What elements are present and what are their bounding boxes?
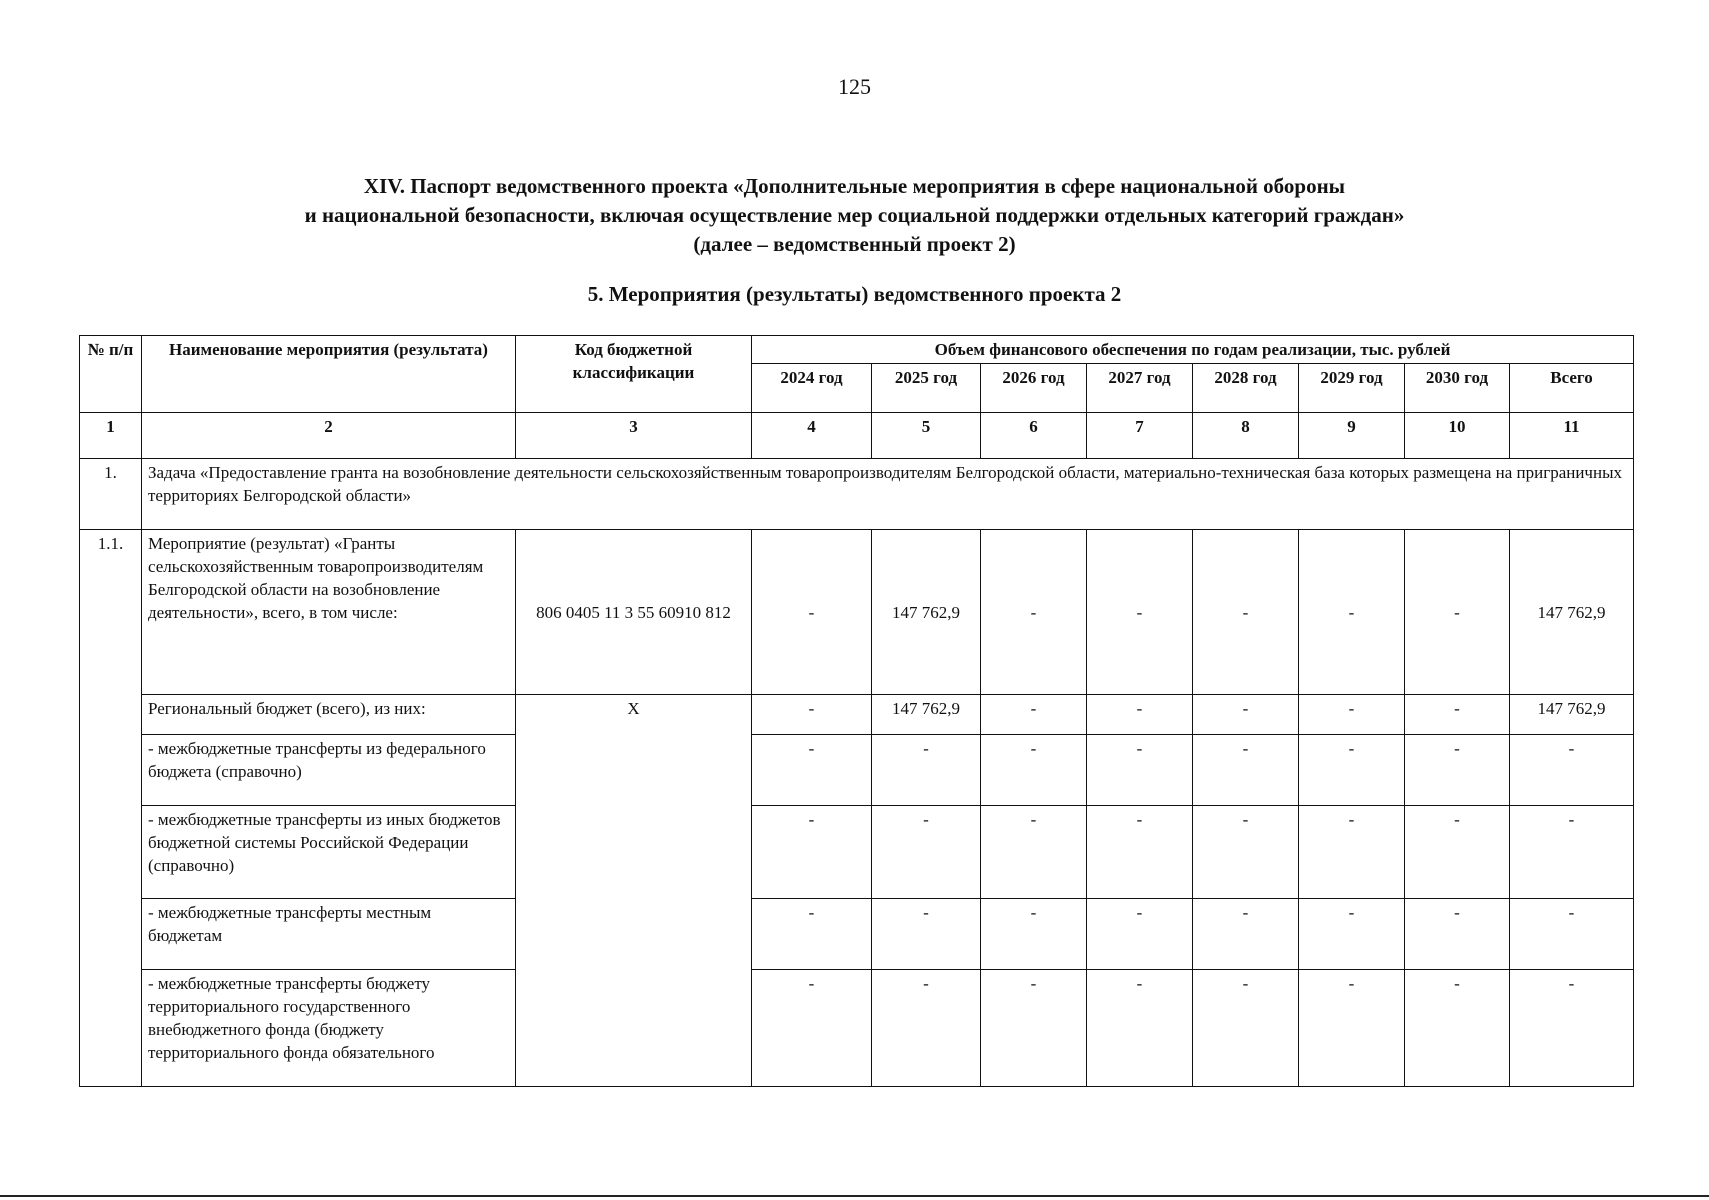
event-code: 806 0405 11 3 55 60910 812 [516,530,752,695]
table-row [80,970,1634,1087]
value-cell: - [1193,695,1299,735]
value-cell: - [1193,806,1299,899]
row-name: - межбюджетные трансферты из иных бюджетов бюджетной системы Российской Федерации (справочно) [142,806,516,899]
column-number: 8 [1193,413,1299,459]
header-name: Наименование мероприятия (результата) [142,336,516,413]
row-name: - межбюджетные трансферты из федерального бюджета (справочно) [142,735,516,806]
section-title: 5. Мероприятия (результаты) ведомственного проекта 2 [587,282,1122,306]
table-row [80,899,1634,970]
value-cell: - [1087,806,1193,899]
value-cell: - [981,806,1087,899]
header-year: 2027 год [1087,364,1193,413]
header-code: Код бюджетной классификации [516,336,752,413]
header-year: 2026 год [981,364,1087,413]
header-num: № п/п [80,336,142,413]
column-number-row [80,413,1634,459]
document-title [0,172,1709,259]
row-name-cell [142,970,516,1087]
events-table [79,335,1634,1087]
header-year: 2024 год [752,364,872,413]
value-cell: 147 762,9 [872,695,981,735]
value-cell: - [981,899,1087,970]
value-cell: - [1193,970,1299,1087]
header-row-1 [80,336,1634,364]
column-number: 4 [752,413,872,459]
row-name: Региональный бюджет (всего), из них: [142,695,516,735]
value-cell: 147 762,9 [872,530,981,695]
value-cell: - [1193,530,1299,695]
title-line-2: и национальной безопасности, включая осуществление мер социальной поддержки отдельных категорий граждан» [304,203,1405,227]
value-cell: 147 762,9 [1510,695,1634,735]
column-number: 10 [1405,413,1510,459]
event-name: Мероприятие (результат) «Гранты сельскохозяйственным товаропроизводителям Белгородской области на возобновление деятельности», всего, в том числе: [142,530,516,695]
value-cell: - [1087,530,1193,695]
value-cell: - [1087,899,1193,970]
sub-code: X [516,695,752,1087]
value-cell: - [1299,899,1405,970]
table-row [80,806,1634,899]
value-cell: - [1405,530,1510,695]
value-cell: - [752,970,872,1087]
column-number: 3 [516,413,752,459]
value-cell: - [1405,970,1510,1087]
value-cell: - [1405,899,1510,970]
column-number: 2 [142,413,516,459]
column-number: 9 [1299,413,1405,459]
table-row [80,695,1634,735]
value-cell: - [1405,806,1510,899]
value-cell: - [981,530,1087,695]
header-total: Всего [1510,364,1634,413]
page-bottom-edge [0,1195,1709,1197]
value-cell: - [1193,735,1299,806]
task-num: 1. [80,459,142,530]
value-cell: - [1405,735,1510,806]
value-cell: - [1299,530,1405,695]
value-cell: - [872,735,981,806]
value-cell: - [981,970,1087,1087]
value-cell: - [752,735,872,806]
column-number: 11 [1510,413,1634,459]
value-cell: - [752,899,872,970]
column-number: 5 [872,413,981,459]
value-cell: - [872,899,981,970]
value-cell: - [1510,806,1634,899]
value-cell: - [752,695,872,735]
event-row [80,530,1634,695]
value-cell: - [1299,735,1405,806]
value-cell: - [1405,695,1510,735]
value-cell: - [752,806,872,899]
header-year: 2029 год [1299,364,1405,413]
event-num: 1.1. [80,530,142,1087]
value-cell: - [981,695,1087,735]
value-cell: - [1087,970,1193,1087]
value-cell: - [1193,899,1299,970]
table-row [80,735,1634,806]
value-cell: - [1087,735,1193,806]
value-cell: - [1299,806,1405,899]
value-cell: 147 762,9 [1510,530,1634,695]
header-year: 2025 год [872,364,981,413]
value-cell: - [981,735,1087,806]
value-cell: - [1510,735,1634,806]
value-cell: - [752,530,872,695]
value-cell: - [1299,970,1405,1087]
page-number: 125 [838,74,871,99]
row-name: - межбюджетные трансферты бюджету территориального государственного внебюджетного фонда (бюджету территориального фонда обязательного [148,974,435,1062]
value-cell: - [1087,695,1193,735]
column-number: 1 [80,413,142,459]
header-year: 2030 год [1405,364,1510,413]
value-cell: - [1510,970,1634,1087]
row-name: - межбюджетные трансферты местным бюджетам [142,899,516,970]
value-cell: - [1299,695,1405,735]
title-line-3: (далее – ведомственный проект 2) [693,232,1016,256]
header-funding: Объем финансового обеспечения по годам реализации, тыс. рублей [752,336,1634,364]
task-row [80,459,1634,530]
column-number: 6 [981,413,1087,459]
column-number: 7 [1087,413,1193,459]
title-line-1: XIV. Паспорт ведомственного проекта «Дополнительные мероприятия в сфере национальной обороны [363,174,1346,198]
header-year: 2028 год [1193,364,1299,413]
value-cell: - [1510,899,1634,970]
value-cell: - [872,806,981,899]
task-text: Задача «Предоставление гранта на возобновление деятельности сельскохозяйственным товаропроизводителям Белгородской области, материально-техническая база которых размещена на приграничных территориях Белгородской области» [142,459,1634,530]
value-cell: - [872,970,981,1087]
